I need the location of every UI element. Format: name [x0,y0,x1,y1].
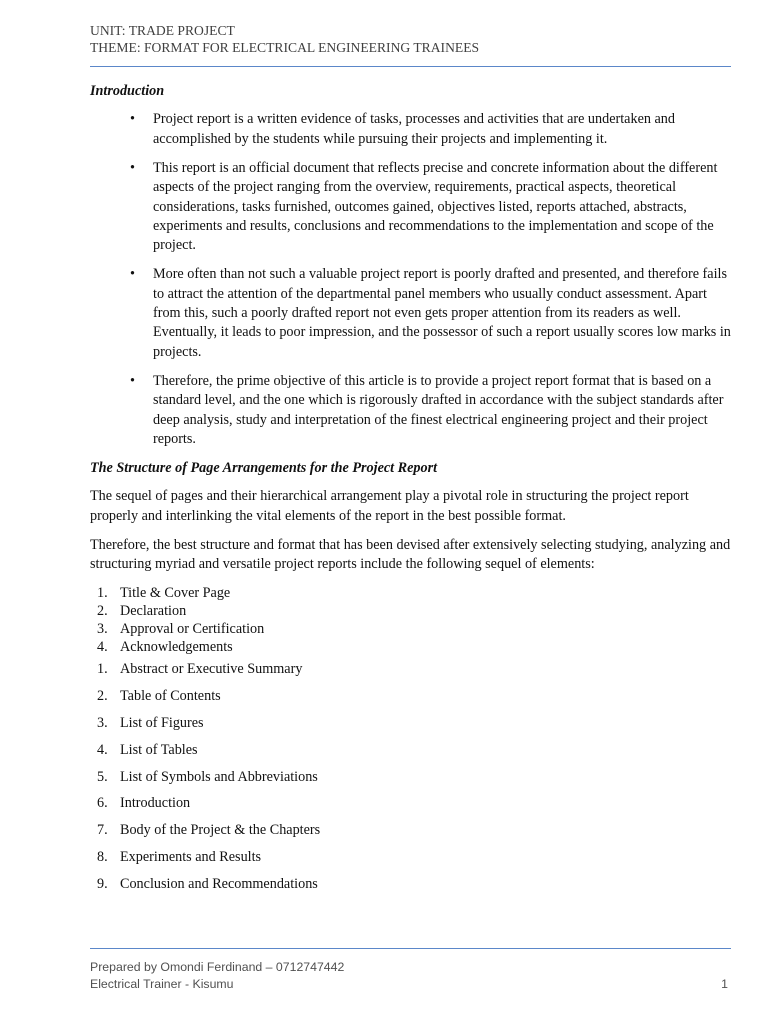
list-text: Table of Contents [120,687,221,704]
list-item [90,584,735,602]
list-text: Abstract or Executive Summary [120,660,303,677]
list-item [90,159,735,256]
bullet-text: This report is an official document that reflects precise and concrete information about the different aspects of the project ranging from the overview, requirements, practical aspects, theoretical considerations, tasks furnished, outcomes gained, objectives listed, reports attached, abstracts, experiments and results, conclusions and recommendations to the implementation and scope of the project. [153,159,718,254]
page-header [90,22,730,56]
unit-title: UNIT: TRADE PROJECT [90,23,235,38]
main-elements-list [90,660,735,893]
list-text: Conclusion and Recommendations [120,876,318,893]
list-number: 3. [97,714,108,731]
intro-bullet-list [90,110,735,449]
list-number: 3. [97,620,108,637]
list-number: 2. [97,687,108,704]
list-text: List of Figures [120,714,204,731]
list-text: Declaration [120,602,187,619]
list-number: 5. [97,768,108,785]
list-item [90,638,735,656]
bullet-text: Therefore, the prime objective of this article is to provide a project report format that is based on a standard level, and the one which is rigorously drafted in accordance with the subject standards after deep analysis, study and interpretation of the finest electrical engineering project and their project reports. [153,372,724,447]
list-item [90,110,735,149]
list-number: 4. [97,741,108,758]
intro-heading: Introduction [90,83,165,99]
preliminary-elements-list [90,584,735,656]
footer-divider [90,948,731,949]
list-text: List of Symbols and Abbreviations [120,768,318,785]
structure-heading: The Structure of Page Arrangements for the Project Report [90,459,438,476]
list-text: Approval or Certification [120,620,265,637]
prepared-by: Prepared by Omondi Ferdinand – 0712747442 [90,960,345,974]
list-item [90,620,735,638]
list-text: Acknowledgements [120,638,233,655]
list-item [90,794,735,812]
bullet-icon: • [130,372,135,389]
list-text: List of Tables [120,741,198,758]
header-divider [90,66,731,67]
structure-paragraph-2: Therefore, the best structure and format that has been devised after extensively selecting studying, analyzing and structuring myriad and versatile project reports include the following sequel of elements: [90,536,731,573]
bullet-icon: • [130,111,135,128]
structure-paragraph-1: The sequel of pages and their hierarchical arrangement play a pivotal role in structuring the project report properly and interlinking the vital elements of the report in the best possible format. [90,488,689,524]
list-number: 9. [97,876,108,893]
list-text: Introduction [120,795,191,812]
list-item [90,821,735,839]
list-item [90,372,735,450]
list-item [90,660,735,678]
list-number: 7. [97,822,108,839]
list-number: 1. [97,660,108,677]
list-text: Body of the Project & the Chapters [120,822,321,839]
list-number: 1. [97,584,108,601]
list-item [90,602,735,620]
document-body [90,82,735,902]
bullet-icon: • [130,159,135,176]
list-number: 6. [97,795,108,812]
bullet-icon: • [130,266,135,283]
bullet-text: More often than not such a valuable project report is poorly drafted and presented, and therefore fails to attract the attention of the departmental panel members who usually conduct assessment. Apart from this, such a poorly drafted report not even gets proper attention from its readers as well. Eventually, it leads to poor impression, and the possessor of such a report usually scores low marks in projects. [153,266,731,360]
list-item [90,687,735,705]
theme-title: THEME: FORMAT FOR ELECTRICAL ENGINEERING TRAINEES [90,40,480,55]
list-number: 8. [97,849,108,866]
page-number: 1 [721,977,728,991]
list-text: Experiments and Results [120,849,262,866]
bullet-text: Project report is a written evidence of tasks, processes and activities that are undertaken and accomplished by the students while pursuing their projects and implementing it. [153,111,675,147]
list-item [90,848,735,866]
list-item [90,714,735,732]
list-number: 4. [97,638,108,655]
list-item [90,741,735,759]
page-footer [90,959,731,993]
list-text: Title & Cover Page [120,584,231,601]
list-item [90,875,735,893]
author-role: Electrical Trainer - Kisumu [90,977,234,991]
list-item [90,768,735,786]
list-number: 2. [97,602,108,619]
list-item [90,265,735,362]
